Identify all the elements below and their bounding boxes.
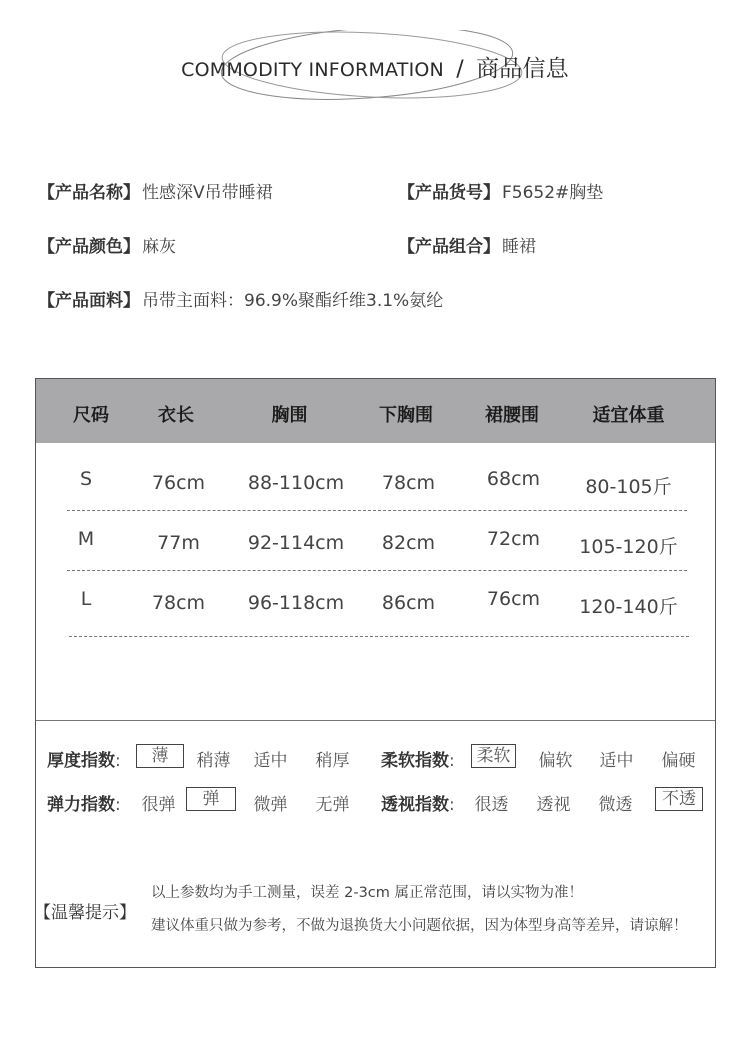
cell-bust: 92-114cm	[247, 532, 345, 554]
cell-skirt-waist: 76cm	[486, 588, 541, 610]
colon: :	[115, 795, 121, 815]
softness-option-selected: 柔软	[471, 744, 516, 768]
transparency-option: 微透	[598, 795, 633, 815]
thickness-option-selected: 薄	[136, 744, 184, 768]
cell-skirt-waist: 68cm	[486, 468, 541, 490]
softness-option: 适中	[599, 751, 634, 771]
softness-option: 偏硬	[661, 751, 696, 771]
cell-size: M	[77, 528, 95, 550]
colon: :	[449, 751, 455, 771]
row-divider	[69, 636, 689, 637]
info-sku	[398, 178, 603, 203]
transparency-option-selected: 不透	[655, 787, 703, 811]
elasticity-option: 无弹	[315, 795, 350, 815]
info-name-value: 性感深V吊带睡裙	[142, 183, 273, 203]
thickness-label-text: 厚度指数	[47, 751, 115, 771]
title-separator: /	[456, 57, 464, 82]
colon: :	[449, 795, 455, 815]
cell-underbust: 86cm	[381, 592, 436, 614]
info-name-label: 【产品名称】	[38, 183, 140, 203]
colon: :	[115, 751, 121, 771]
header-bust: 胸围	[271, 405, 308, 426]
cell-weight: 80-105斤	[585, 476, 672, 498]
cell-length: 76cm	[151, 472, 206, 494]
softness-option: 偏软	[538, 751, 573, 771]
size-table-header	[36, 379, 715, 443]
info-sku-label: 【产品货号】	[398, 183, 500, 203]
thickness-option: 稍厚	[315, 751, 350, 771]
cell-size: S	[79, 468, 93, 490]
info-sku-value: F5652#胸垫	[502, 183, 604, 203]
elasticity-option-selected: 弹	[186, 787, 236, 811]
cell-size: L	[80, 588, 92, 610]
thickness-option: 适中	[253, 751, 288, 771]
info-name	[38, 178, 273, 203]
softness-index-label	[381, 746, 455, 771]
section-divider	[36, 720, 715, 721]
elasticity-index-label	[47, 790, 121, 815]
notes-line-1: 以上参数均为手工测量，误差 2-3cm 属正常范围，请以实物为准！	[151, 885, 583, 901]
transparency-index-label	[381, 790, 455, 815]
info-combo-label: 【产品组合】	[398, 237, 500, 257]
title-english: COMMODITY INFORMATION	[181, 59, 444, 81]
size-chart-box	[35, 378, 716, 968]
transparency-label-text: 透视指数	[381, 795, 449, 815]
header-underbust: 下胸围	[379, 405, 433, 426]
cell-length: 77m	[157, 532, 200, 554]
info-combo	[398, 232, 536, 257]
header-length: 衣长	[158, 405, 194, 426]
info-fabric	[38, 286, 443, 311]
transparency-option: 很透	[474, 795, 509, 815]
transparency-option: 透视	[536, 795, 571, 815]
info-color-label: 【产品颜色】	[38, 237, 140, 257]
section-header	[0, 30, 750, 110]
cell-bust: 88-110cm	[247, 472, 345, 494]
cell-underbust: 78cm	[381, 472, 436, 494]
cell-length: 78cm	[151, 592, 206, 614]
elasticity-option: 很弹	[141, 795, 176, 815]
elasticity-label-text: 弹力指数	[47, 795, 115, 815]
cell-skirt-waist: 72cm	[486, 528, 541, 550]
cell-underbust: 82cm	[381, 532, 436, 554]
thickness-option: 稍薄	[196, 751, 231, 771]
info-combo-value: 睡裙	[502, 237, 536, 257]
info-fabric-label: 【产品面料】	[38, 291, 140, 311]
header-weight: 适宜体重	[592, 405, 665, 426]
cell-bust: 96-118cm	[247, 592, 345, 614]
notes-line-2: 建议体重只做为参考，不做为退换货大小问题依据，因为体型身高等差异，请谅解！	[151, 918, 688, 934]
elasticity-option: 微弹	[253, 795, 288, 815]
section-title	[0, 50, 750, 83]
cell-weight: 105-120斤	[579, 536, 678, 558]
header-skirt-waist: 裙腰围	[485, 405, 539, 426]
softness-label-text: 柔软指数	[381, 751, 449, 771]
row-divider	[67, 570, 687, 571]
info-color	[38, 232, 176, 257]
thickness-index-label	[47, 746, 121, 771]
info-fabric-value: 吊带主面料：96.9%聚酯纤维3.1%氨纶	[142, 291, 444, 311]
info-color-value: 麻灰	[142, 237, 176, 257]
title-chinese: 商品信息	[476, 56, 569, 82]
row-divider	[67, 510, 687, 511]
cell-weight: 120-140斤	[579, 596, 678, 618]
header-size: 尺码	[73, 405, 109, 426]
notes-label: 【温馨提示】	[34, 903, 136, 923]
